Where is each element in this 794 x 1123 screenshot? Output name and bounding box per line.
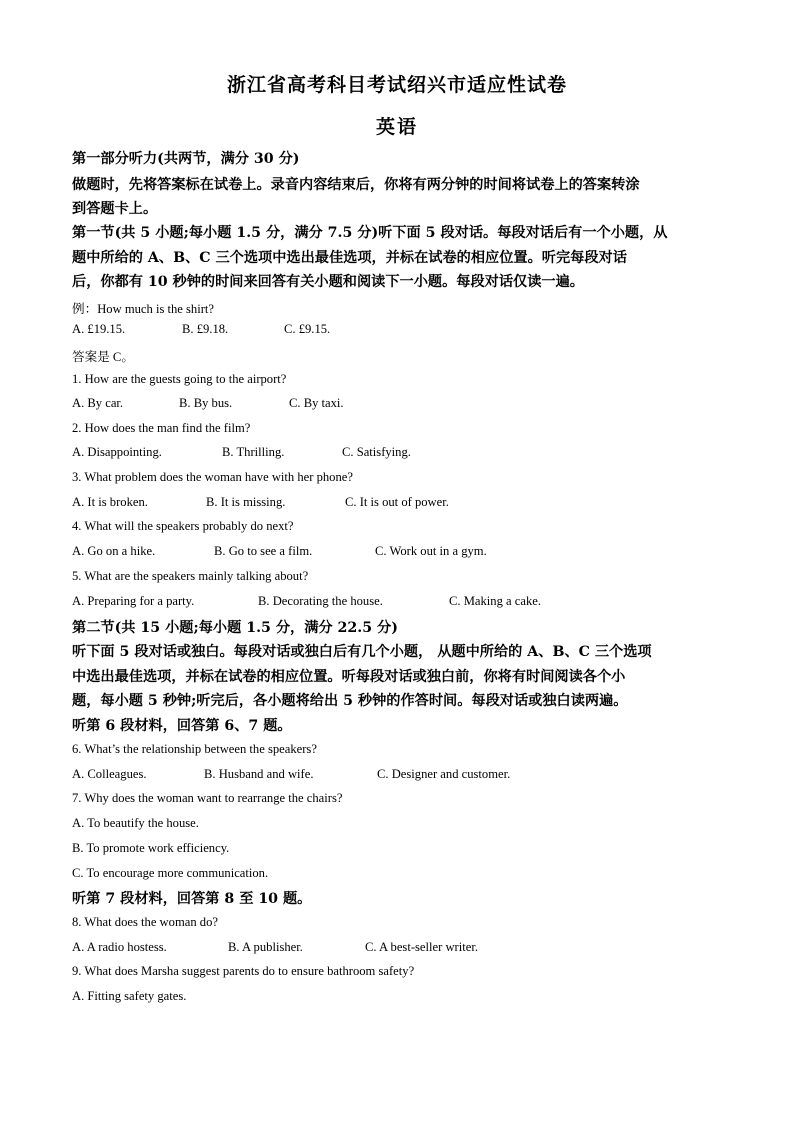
q1-option-c: C. By taxi. <box>289 396 344 410</box>
q6-option-b: B. Husband and wife. <box>204 767 314 781</box>
q2-option-a: A. Disappointing. <box>72 445 162 459</box>
q2-option-c: C. Satisfying. <box>342 445 411 459</box>
part1-heading: 第一部分听力(共两节，满分 30 分) <box>72 151 300 167</box>
example-option-c: C. £9.15. <box>284 322 331 336</box>
question-6: 6. What’s the relationship between the speakers? <box>72 742 317 756</box>
q5-option-c: C. Making a cake. <box>449 594 541 608</box>
section1-line-3: 后，你都有 10 秒钟的时间来回答有关小题和阅读下一小题。每段对话仅读一遍。 <box>72 274 584 290</box>
question-5: 5. What are the speakers mainly talking about? <box>72 569 309 583</box>
q6-option-c: C. Designer and customer. <box>377 767 511 781</box>
example-answer: 答案是 C。 <box>72 350 134 364</box>
question-2: 2. How does the man find the film? <box>72 421 251 435</box>
q4-option-c: C. Work out in a gym. <box>375 544 487 558</box>
material-6-heading: 听第 6 段材料，回答第 6、7 题。 <box>72 718 292 734</box>
material-7-heading: 听第 7 段材料，回答第 8 至 10 题。 <box>72 891 312 907</box>
q8-option-a: A. A radio hostess. <box>72 940 167 954</box>
q5-option-a: A. Preparing for a party. <box>72 594 195 608</box>
question-7: 7. Why does the woman want to rearrange the chairs? <box>72 791 343 805</box>
q7-option-a: A. To beautify the house. <box>72 816 199 830</box>
instruction-line-2: 到答题卡上。 <box>72 201 158 217</box>
question-1: 1. How are the guests going to the airport? <box>72 372 287 386</box>
section1-line-1: 第一节(共 5 小题;每小题 1.5 分，满分 7.5 分)听下面 5 段对话。每段对话后有一个小题，从 <box>72 225 668 241</box>
q4-option-b: B. Go to see a film. <box>214 544 313 558</box>
q4-option-a: A. Go on a hike. <box>72 544 156 558</box>
q8-option-b: B. A publisher. <box>228 940 303 954</box>
section2-heading: 第二节(共 15 小题;每小题 1.5 分，满分 22.5 分) <box>72 620 398 636</box>
exam-title: 浙江省高考科目考试绍兴市适应性试卷 <box>226 74 567 96</box>
q7-option-b: B. To promote work efficiency. <box>72 841 230 855</box>
subject-title: 英语 <box>375 116 418 138</box>
section2-line-1: 听下面 5 段对话或独白。每段对话或独白后有几个小题， 从题中所给的 A、B、C 三个选项 <box>72 644 652 660</box>
q3-option-b: B. It is missing. <box>206 495 286 509</box>
instruction-line-1: 做题时，先将答案标在试卷上。录音内容结束后，你将有两分钟的时间将试卷上的答案转涂 <box>72 177 640 193</box>
q1-option-a: A. By car. <box>72 396 124 410</box>
question-4: 4. What will the speakers probably do next? <box>72 519 294 533</box>
example-question: 例：How much is the shirt? <box>72 302 215 316</box>
question-3: 3. What problem does the woman have with her phone? <box>72 470 353 484</box>
q9-option-a: A. Fitting safety gates. <box>72 989 187 1003</box>
q7-option-c: C. To encourage more communication. <box>72 866 269 880</box>
question-9: 9. What does Marsha suggest parents do to ensure bathroom safety? <box>72 964 415 978</box>
example-option-b: B. £9.18. <box>182 322 229 336</box>
q3-option-c: C. It is out of power. <box>345 495 449 509</box>
q1-option-b: B. By bus. <box>179 396 233 410</box>
q6-option-a: A. Colleagues. <box>72 767 147 781</box>
section1-line-2: 题中所给的 A、B、C 三个选项中选出最佳选项，并标在试卷的相应位置。听完每段对话 <box>72 250 627 266</box>
section2-line-2: 中选出最佳选项，并标在试卷的相应位置。听每段对话或独白前，你将有时间阅读各个小 <box>72 669 626 685</box>
example-option-a: A. £19.15. <box>72 322 126 336</box>
q2-option-b: B. Thrilling. <box>222 445 285 459</box>
q8-option-c: C. A best-seller writer. <box>365 940 478 954</box>
q5-option-b: B. Decorating the house. <box>258 594 383 608</box>
q3-option-a: A. It is broken. <box>72 495 148 509</box>
question-8: 8. What does the woman do? <box>72 915 218 929</box>
section2-line-3: 题，每小题 5 秒钟;听完后，各小题将给出 5 秒钟的作答时间。每段对话或独白读两遍。 <box>72 693 628 709</box>
